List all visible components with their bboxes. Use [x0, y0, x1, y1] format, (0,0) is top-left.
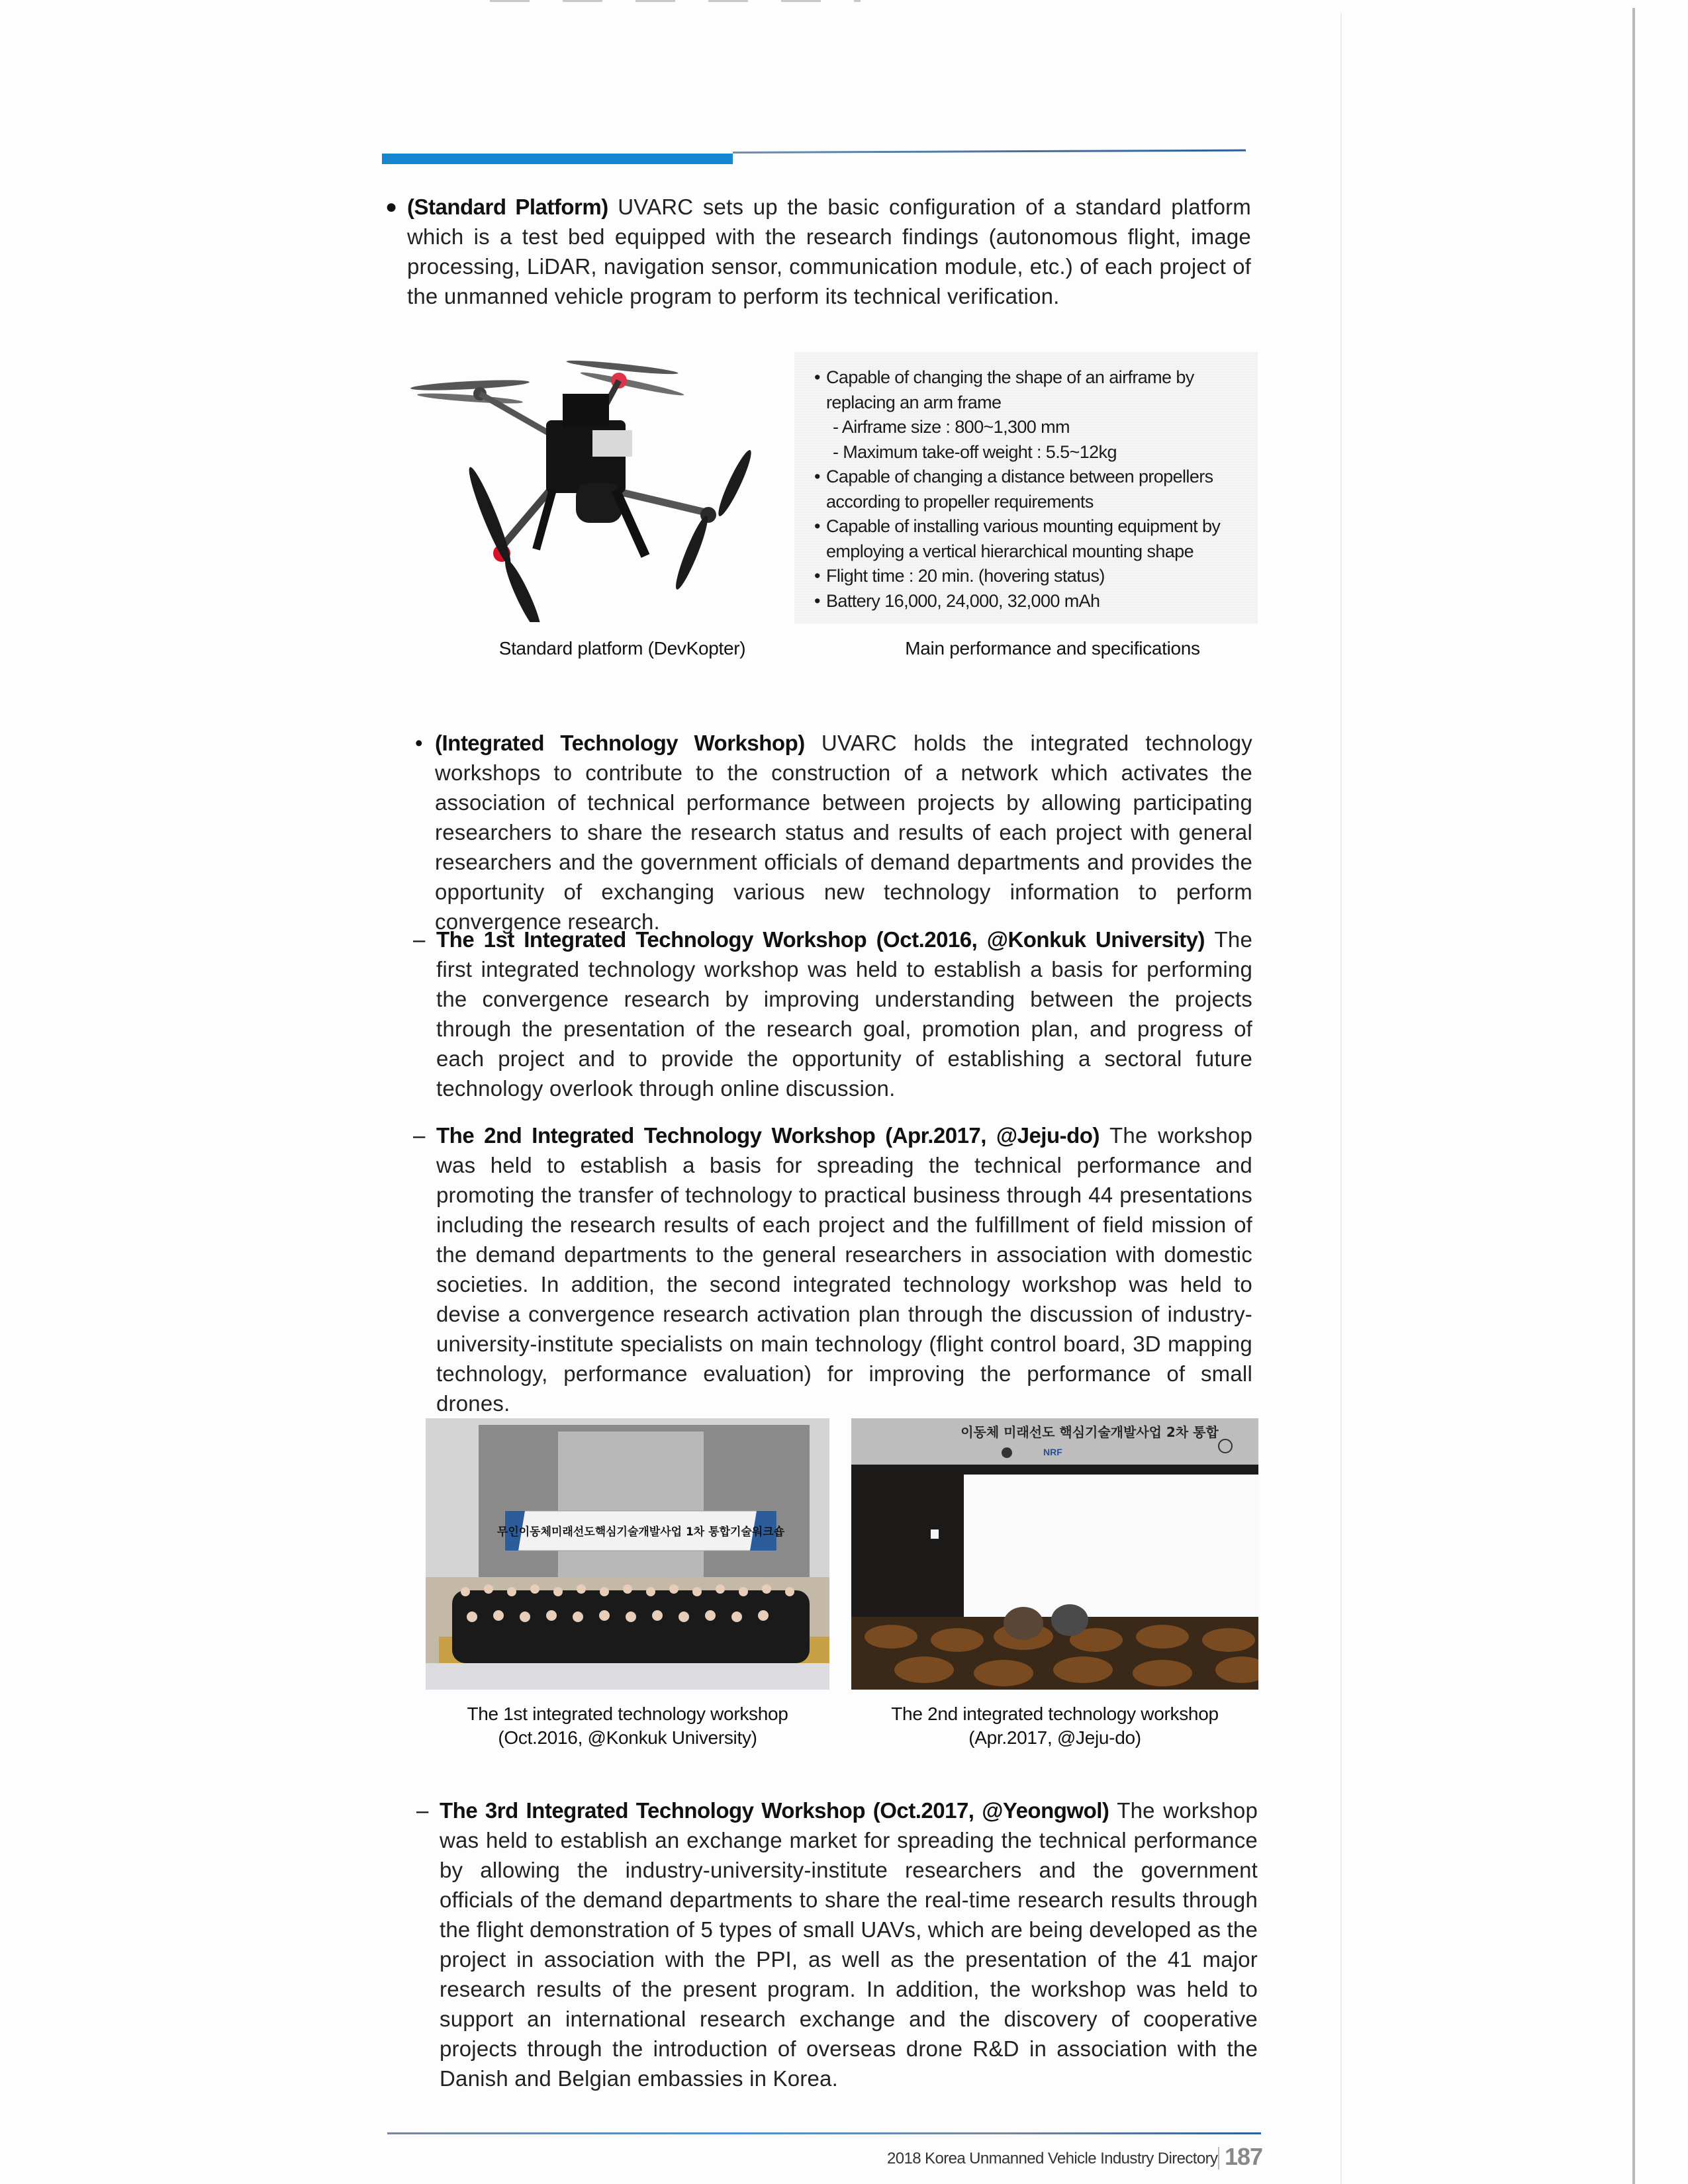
publication-title: 2018 Korea Unmanned Vehicle Industry Directory — [887, 2150, 1218, 2167]
workshop-intro-body: UVARC holds the integrated technology workshops to contribute to the construction of a network which activates the association of technical performance between projects by allowing participating researchers to share the research status and results of each project with general researchers and the government officials of demand departments and provides the opportunity of exchanging various new technology information to perform convergence research. — [435, 731, 1252, 934]
workshop-2-body: The workshop was held to establish a basis for spreading the technical performance and promoting the transfer of technology to practical business through 44 presentations including the research results of each project and the fulfillment of field mission of the demand departments to the general researchers in association with domestic societies. In addition, the second integrated technology workshop was held to devise a convergence research activation plan through the discussion of industry-university-institute specialists on main technology (flight control board, 3D mapping technology, performance evaluation) for improving the performance of small drones. — [436, 1123, 1253, 1416]
header-rule — [733, 150, 1246, 154]
specifications-box — [794, 352, 1258, 623]
footer-rule — [387, 2132, 1261, 2134]
bullet-icon: • — [814, 467, 820, 486]
specifications-list — [794, 352, 1258, 614]
bullet-icon: • — [814, 566, 820, 586]
workshop-2-photo-caption: The 2nd integrated technology workshop (Apr.2017, @Jeju-do) — [891, 1704, 1219, 1748]
workshop-1-paragraph — [413, 925, 1252, 1103]
workshop-2-photo — [851, 1418, 1258, 1690]
workshop-intro-heading: (Integrated Technology Workshop) — [435, 731, 805, 755]
page-edge-line — [1632, 8, 1635, 2184]
standard-platform-body: UVARC sets up the basic configuration of a standard platform which is a test bed equipped with the research findings (autonomous flight, image processing, LiDAR, navigation sensor, communication module, etc.) of each project of the unmanned vehicle program to perform its technical verification. — [407, 195, 1251, 308]
standard-platform-paragraph — [385, 192, 1251, 311]
bullet-icon: ● — [385, 196, 398, 218]
standard-platform-heading: (Standard Platform) — [407, 195, 608, 219]
workshop-1-body: The first integrated technology workshop was held to establish a basis for performing the convergence research by improving understanding between the projects through the presentation of the research goal, promotion plan, and progress of each project and to provide the opportunity of establishing a sectoral future technology overlook through online discussion. — [436, 927, 1252, 1101]
svg-text:NRF: NRF — [1043, 1447, 1062, 1457]
workshop-intro-paragraph — [415, 728, 1252, 936]
dash-icon: – — [413, 1123, 426, 1148]
bullet-icon: • — [814, 516, 820, 536]
workshop-3-body: The workshop was held to establish an exchange market for spreading the technical performance by allowing the industry-university-institute researchers and the government officials of the demand departments to share the real-time research results through the flight demonstration of 5 types of small UAVs, which are being developed as the project in association with the PPI, as well as the presentation of the 41 major research results of the present program. In addition, the workshop was held to support an international research exchange and the discovery of cooperative projects through the introduction of overseas drone R&D in association with the Danish and Belgian embassies in Korea. — [440, 1798, 1258, 2091]
spec-subitem: - Airframe size : 800~1,300 mm — [833, 417, 1070, 437]
bullet-icon: • — [415, 731, 423, 755]
bullet-icon: • — [814, 367, 820, 387]
bullet-icon: • — [814, 590, 820, 611]
svg-text:이동체 미래선도 핵심기술개발사업 2차 통합: 이동체 미래선도 핵심기술개발사업 2차 통합 — [961, 1424, 1219, 1440]
workshop-1-photo — [426, 1418, 829, 1690]
drone-caption: Standard platform (DevKopter) — [498, 638, 746, 659]
dash-icon: – — [416, 1798, 429, 1823]
drone-photo — [397, 357, 788, 622]
spec-item: • Flight time : 20 min. (hovering status) — [814, 564, 1258, 589]
workshop-2-heading: The 2nd Integrated Technology Workshop (Apr.2017, @Jeju-do) — [436, 1123, 1100, 1148]
spec-item: • Capable of installing various mounting equipment by employing a vertical hierarchical mounting shape — [814, 514, 1258, 564]
spec-item: • Capable of changing a distance between propellers according to propeller requirements — [814, 465, 1258, 514]
spec-item: • Capable of changing the shape of an airframe by replacing an arm frame — [814, 365, 1258, 415]
workshop-2-paragraph — [413, 1120, 1253, 1418]
workshop-3-heading: The 3rd Integrated Technology Workshop (Oct.2017, @Yeongwol) — [440, 1798, 1109, 1823]
workshop-1-heading: The 1st Integrated Technology Workshop (Oct.2016, @Konkuk University) — [436, 927, 1205, 952]
specifications-caption: Main performance and specifications — [905, 638, 1200, 659]
scan-artifact-top — [490, 0, 861, 2]
group-photo-icon — [426, 1418, 829, 1690]
svg-text:무인이동체미래선도핵심기술개발사업 1차 통합기술워크숍: 무인이동체미래선도핵심기술개발사업 1차 통합기술워크숍 — [496, 1525, 785, 1539]
drone-icon — [397, 357, 788, 622]
page-number: 187 — [1225, 2143, 1263, 2170]
conference-photo-icon — [851, 1418, 1258, 1690]
workshop-3-paragraph — [416, 1796, 1258, 2093]
spec-subitem: - Maximum take-off weight : 5.5~12kg — [833, 441, 1117, 462]
spec-item: • Battery 16,000, 24,000, 32,000 mAh — [814, 589, 1258, 614]
dash-icon: – — [413, 927, 426, 952]
header-accent-bar — [382, 154, 733, 164]
workshop-1-photo-caption: The 1st integrated technology workshop (Oct.2016, @Konkuk University) — [467, 1704, 788, 1748]
scan-artifact-band — [1340, 13, 1342, 2184]
footer-separator — [1218, 2147, 1219, 2169]
